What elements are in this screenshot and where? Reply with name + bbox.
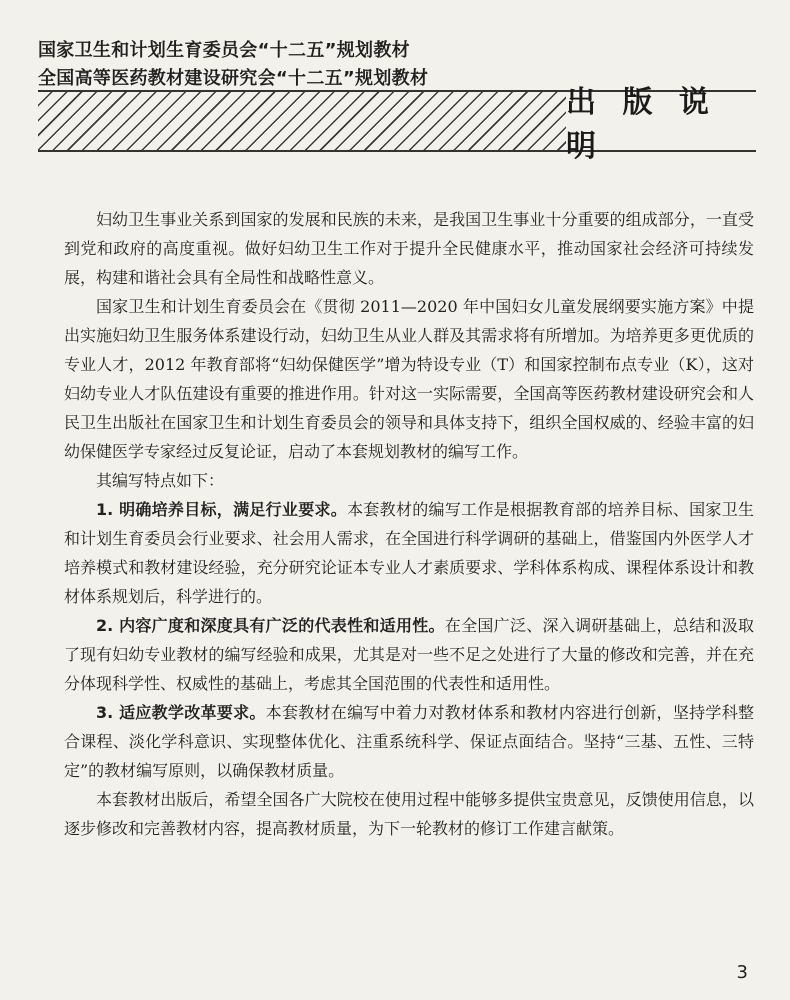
paragraph-intro: 妇幼卫生事业关系到国家的发展和民族的未来，是我国卫生事业十分重要的组成部分，一直受到党和政府的高度重视。做好妇幼卫生工作对于提升全民健康水平，推动国家社会经济可持续发展，构建和谐社会具有全局性和战略性意义。 (64, 210, 754, 287)
feature-point-3-text: 本套教材在编写中着力对教材体系和教材内容进行创新，坚持学科整合课程、淡化学科意识、实现整体优化、注重系统科学、保证点面结合。坚持“三基、五性、三特定”的教材编写原则，以确保教材质量。 (64, 703, 754, 780)
feature-point-3-title: 3. 适应教学改革要求。 (96, 703, 266, 722)
publication-notes-body (64, 205, 754, 843)
page-number: 3 (736, 962, 748, 983)
feature-point-1-text: 本套教材的编写工作是根据教育部的培养目标、国家卫生和计划生育委员会行业要求、社会用人需求，在全国进行科学调研的基础上，借鉴国内外医学人才培养模式和教材建设经验，充分研究论证本专业人才素质要求、学科体系构成、课程体系设计和教材体系规划后，科学进行的。 (64, 500, 754, 606)
paragraph-background: 国家卫生和计划生育委员会在《贯彻 2011—2020 年中国妇女儿童发展纲要实施方案》中提出实施妇幼卫生服务体系建设行动，妇幼卫生从业人群及其需求将有所增加。为培养更多更优质的专业人才，2012 年教育部将“妇幼保健医学”增为特设专业（T）和国家控制布点专业（K），这对妇幼专业人才队伍建设有重要的推进作用。针对这一实际需要，全国高等医药教材建设研究会和人民卫生出版社在国家卫生和计划生育委员会的领导和具体支持下，组织全国权威的、经验丰富的妇幼保健医学专家经过反复论证，启动了本套规划教材的编写工作。 (64, 297, 754, 461)
feature-point-2 (64, 611, 754, 698)
section-banner (38, 85, 756, 164)
paragraph-features-lead: 其编写特点如下： (96, 471, 225, 490)
feature-point-1-title: 1. 明确培养目标，满足行业要求。 (96, 500, 348, 519)
section-title: 出 版 说 明 (566, 92, 756, 150)
feature-point-1 (64, 495, 754, 611)
feature-point-3 (64, 698, 754, 785)
paragraph-closing: 本套教材出版后，希望全国各广大院校在使用过程中能够多提供宝贵意见，反馈使用信息，以逐步修改和完善教材内容，提高教材质量，为下一轮教材的修订工作建言献策。 (64, 790, 754, 838)
feature-point-2-title: 2. 内容广度和深度具有广泛的代表性和适用性。 (96, 616, 445, 635)
series-title-line-2: 全国高等医药教材建设研究会“十二五”规划教材 (38, 68, 429, 89)
feature-point-2-text: 在全国广泛、深入调研基础上，总结和汲取了现有妇幼专业教材的编写经验和成果，尤其是对一些不足之处进行了大量的修改和完善，并在充分体现科学性、权威性的基础上，考虑其全国范围的代表性和适用性。 (64, 616, 754, 693)
series-title-line-1: 国家卫生和计划生育委员会“十二五”规划教材 (38, 40, 410, 61)
